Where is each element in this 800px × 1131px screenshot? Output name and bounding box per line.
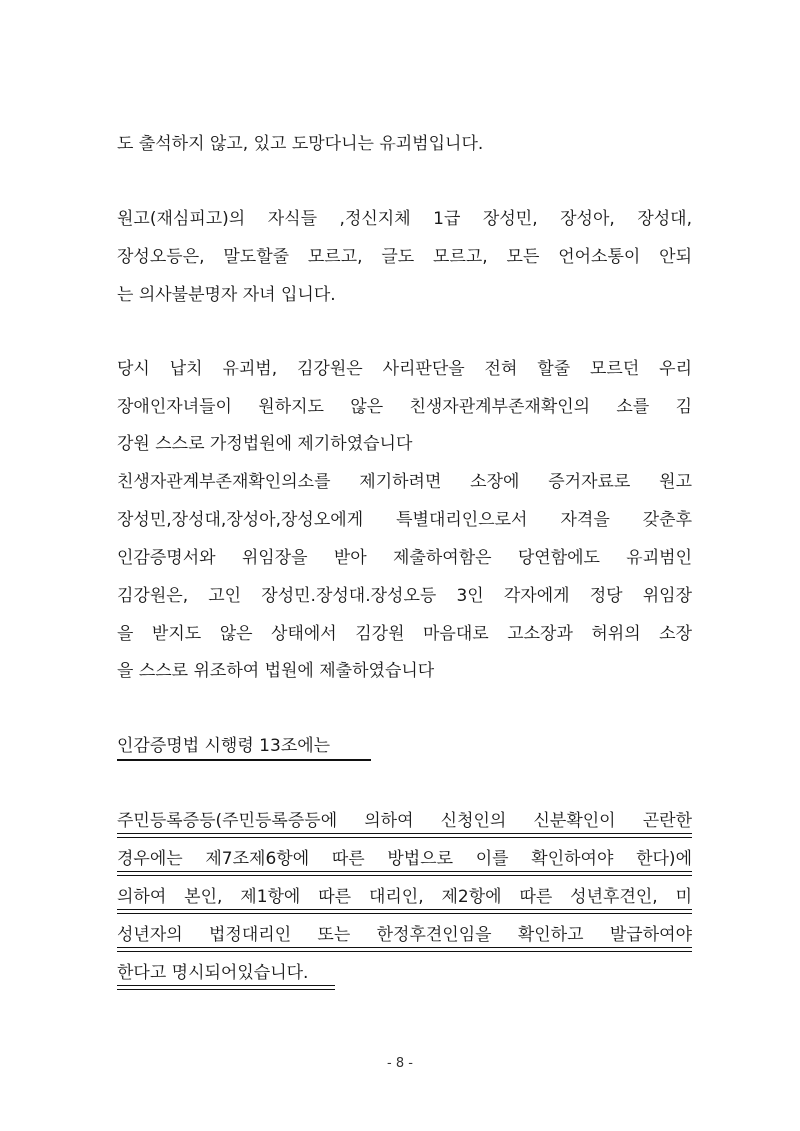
quote-line: 의하여 본인, 제1항에 따른 대리인, 제2항에 따른 성년후견인, 미 <box>117 887 692 907</box>
paragraph-line: 을 스스로 위조하여 법원에 제출하였습니다 <box>117 661 435 681</box>
paragraph-line: 친생자관계부존재확인의소를 제기하려면 소장에 증거자료로 원고 <box>117 472 692 492</box>
quote-line: 경우에는 제7조제6항에 따른 방법으로 이를 확인하여야 한다)에 <box>117 849 692 869</box>
paragraph-line: 인감증명서와 위임장을 받아 제출하여함은 당연함에도 유괴범인 <box>117 548 692 568</box>
paragraph-line: 강원 스스로 가정법원에 제기하였습니다 <box>117 434 413 454</box>
paragraph-line: 장애인자녀들이 원하지도 않은 친생자관계부존재확인의 소를 김 <box>117 397 692 417</box>
double-underline <box>117 985 335 990</box>
quote-line: 한다고 명시되어있습니다. <box>117 963 309 983</box>
double-underline <box>117 833 692 838</box>
paragraph-line: 장성오등은, 말도할줄 모르고, 글도 모르고, 모든 언어소통이 안되 <box>117 247 692 267</box>
double-underline <box>117 871 692 876</box>
paragraph-line: 도 출석하지 않고, 있고 도망다니는 유괴범입니다. <box>117 134 484 154</box>
double-underline <box>117 909 692 914</box>
paragraph-line: 당시 납치 유괴범, 김강원은 사리판단을 전혀 할줄 모르던 우리 <box>117 359 692 379</box>
quote-line: 성년자의 법정대리인 또는 한정후견인임을 확인하고 발급하여야 <box>117 925 692 945</box>
page-number: - 8 - <box>387 1056 413 1071</box>
paragraph-line: 김강원은, 고인 장성민.장성대.장성오등 3인 각자에게 정당 위임장 <box>117 586 692 606</box>
double-underline <box>117 947 692 952</box>
law-heading: 인감증명법 시행령 13조에는 <box>117 736 331 756</box>
paragraph-line: 장성민,장성대,장성아,장성오에게 특별대리인으로서 자격을 갖춘후 <box>117 510 692 530</box>
paragraph-line: 원고(재심피고)의 자식들 ,정신지체 1급 장성민, 장성아, 장성대, <box>117 209 692 229</box>
quote-line: 주민등록증등(주민등록증등에 의하여 신청인의 신분확인이 곤란한 <box>117 811 692 831</box>
paragraph-line: 을 받지도 않은 상태에서 김강원 마음대로 고소장과 허위의 소장 <box>117 624 692 644</box>
heading-underline <box>117 759 371 761</box>
paragraph-line: 는 의사불분명자 자녀 입니다. <box>117 285 336 305</box>
